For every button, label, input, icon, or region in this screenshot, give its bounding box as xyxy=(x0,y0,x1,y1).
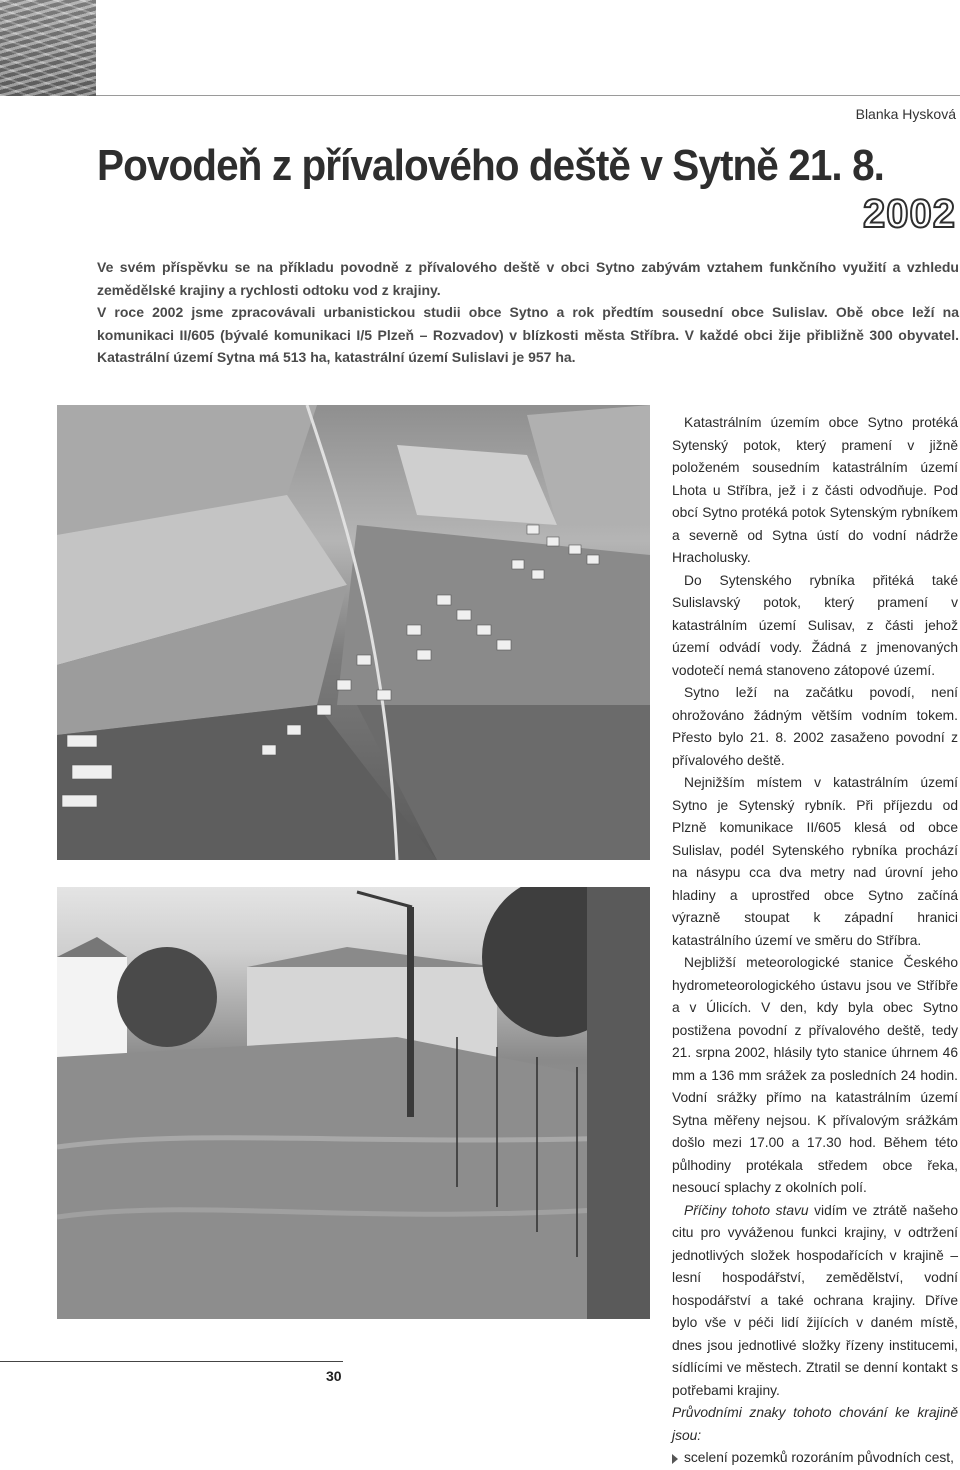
intro-paragraph: V roce 2002 jsme zpracovávali urbanistickou studii obce Sytno a rok předtím sousední obce Sulislav. Obě obce leží na komunikaci II/605 (bývalé komunikaci I/5 Plzeň – Rozvadov) v blízkosti města Stříbra. V každé obci žije přibližně 300 obyvatel. Katastrální území Sytna má 513 ha, katastrální území Sulislavi je 957 ha. xyxy=(97,304,959,365)
intro-paragraph: Ve svém příspěvku se na příkladu povodně z přívalového deště v obci Sytno zabývám vztahem funkčního využití a vzhledu zemědělské krajiny a rychlosti odtoku vod z krajiny. xyxy=(97,259,959,298)
body-paragraph: Nejbližší meteorologické stanice Českého hydrometeorologického ústavu jsou ve Stříbře a v Úlicích. V den, kdy byla obec Sytno postižena povodní z přívalového deště, tedy 21. srpna 2002, hlásily tyto stanice úhrnem 46 mm a 136 mm srážek za posledních 24 hodin. Vodní srážky přímo na katastrálním území Sytna měřeny nejsou. K přívalovým srážkám došlo mezi 17.00 a 17.30 hod. Během této půlhodiny protékala středem obce řeka, nesoucí splachy z okolních polí. xyxy=(672,955,958,1195)
bullet-item xyxy=(672,1447,958,1470)
main-text-column xyxy=(672,412,958,1470)
bullet-text: scelení pozemků rozoráním původních cest, xyxy=(684,1450,954,1465)
page-number: 30 xyxy=(326,1368,342,1384)
signs-heading: Průvodními znaky tohoto chování ke krajině jsou: xyxy=(672,1405,958,1443)
corner-water-photo xyxy=(0,0,96,96)
flooded-street-photo xyxy=(57,887,650,1319)
article-title-year: 2002 xyxy=(863,192,956,236)
author-name: Blanka Hysková xyxy=(855,106,956,122)
footer-rule xyxy=(0,1361,343,1362)
body-paragraph: Sytno leží na začátku povodí, není ohrožováno žádným větším vodním tokem. Přesto bylo 21. 8. 2002 zasaženo povodní z přívalového deště. xyxy=(672,685,958,768)
header-rule xyxy=(96,95,960,96)
flood-photo-drawing xyxy=(57,887,650,1319)
body-paragraph: Nejnižším místem v katastrálním území Sytno je Sytenský rybník. Při příjezdu od Plzně komunikace II/605 klesá od obce Sulislav, podél Sytenského rybníka prochází na násypu cca dva metry nad úrovní jeho hladiny a uprostřed obce Sytno začíná výrazně stoupat k západní hranici katastrálního území ve směru do Stříbra. xyxy=(672,775,958,948)
causes-paragraph xyxy=(672,1200,958,1403)
aerial-village-photo xyxy=(57,405,650,860)
body-paragraph: Katastrálním územím obce Sytno protéká Sytenský potok, který pramení v jižně položeném sousedním katastrálním území Lhota u Stříbra, jež i z části odvodňuje. Pod obcí Sytno protéká potok Sytenským rybníkem a severně od Sytna ústí do vodní nádrže Hracholusky. xyxy=(672,415,958,565)
causes-lead: Příčiny tohoto stavu xyxy=(684,1202,809,1218)
intro-paragraphs xyxy=(97,256,959,369)
bullet-arrow-icon xyxy=(672,1454,678,1464)
article-title: Povodeň z přívalového deště v Sytně 21. 8. xyxy=(97,141,885,190)
causes-text: vidím ve ztrátě našeho citu pro vyváženou funkci krajiny, v odtržení jednotlivých složek hospodařících v krajině – lesní hospodářství, zemědělství, vodní hospodářství a také ochrana krajiny. Dříve bylo vše v péči lidí žijících v daném místě, dnes jsou jednotlivé složky řízeny institucemi, sídlícími ve městech. Ztratil se denní kontakt s potřebami krajiny. xyxy=(672,1202,959,1398)
body-paragraph: Do Sytenského rybníka přitéká také Sulislavský potok, který pramení v katastrálním území Sulisav, z části jehož území odvádí vody. Žádná z jmenovaných vodotečí nemá stanoveno zátopové území. xyxy=(672,572,958,678)
aerial-photo-drawing xyxy=(57,405,650,860)
